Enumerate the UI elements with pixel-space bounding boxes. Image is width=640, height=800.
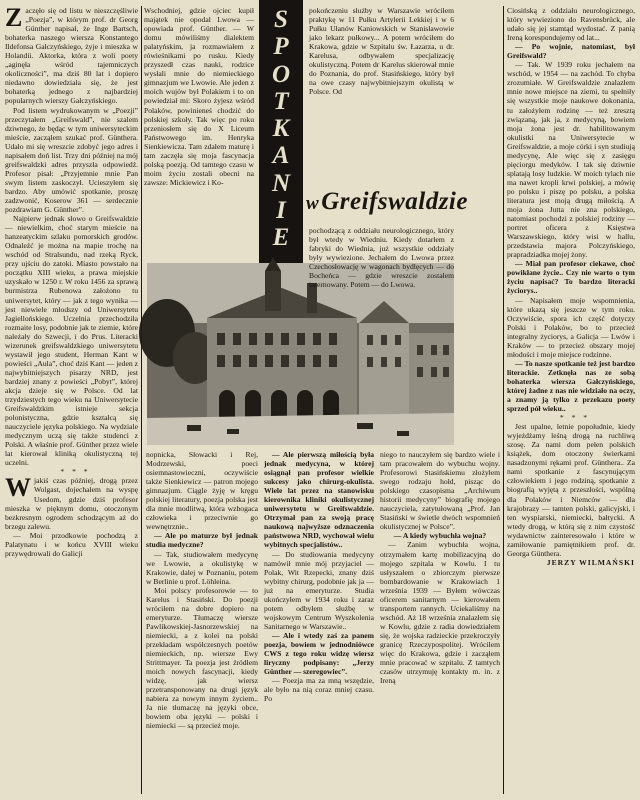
paragraph: Wschodniej, gdzie ojciec kupił majątek nie opodal Lwowa — opowiada prof. Günther. — W domu mówiliśmy dialektem palatyńskim, ja rozmawiałem z rówieśnikami po rusku. Kiedy przyszedł czas nauki, rodzice wysłali mnie do niemieckiego gimnazjum we Lwowie. Ale jeden z moich wujów był Polakiem i to on powiedział mi: Skoro żyjesz wśród Polaków, powinieneś chodzić do polskiej szkoły. Tak więc po roku przeniosłem się do X Liceum Państwowego im. Henryka Sienkiewicza. Tam zdałem maturę i tam zaczęła się moja fascynacja polską poezją. Od tamtego czasu w moim życiu zostali obecni na zawsze: Mickiewicz i Ko-: [144, 6, 254, 187]
column-3-upper: [309, 6, 454, 186]
author-byline: JERZY WILMAŃSKI: [546, 557, 635, 567]
question: — Ale pierwszą miłością była jednak medycyna, w której osiągnął pan profesor wielkie sukcesy jako chirurg-okulista. Wiele lat przez na stanowisku kierownika kliniki okulistycznej uniwersytetu w Greifswaldzie. Otrzymał pan za swoją pracę naukową najwyższe odznaczenia państwowa NRD, wychował wielu wybitnych specjalistów..: [264, 450, 374, 550]
column-1: [5, 3, 138, 796]
town-hall-photo: [147, 263, 454, 445]
intro-paragraph: aczęło się od listu w nieszczęśliwie „Poezja”, w którym prof. dr Georg Günther napisał, że Inge Bartsch, bohaterka naszego wiersza Konstantego Ildefonsa Gałczyńskiego, żyje i mieszka w Holandii. Aktorka, która z woli poety „aginęła wśród tajemniczych okoliczności”, ma dziś 80 lat i dopiero niedawno dowiedziała się, że jest bohaterką jednego z najbardziej popularnych wierszy Gałczyńskiego.: [5, 6, 138, 106]
paragraph: Pod listem wydrukowanym w „Poezji” przeczytałem „Greifswald”, nie szalem dziwnego, że będąc w tym uniwersyteckim mieście, zacząłem szukać prof. Günthera. Udało mi się wreszcie zdobyć jego adres i napisałem doń list. Trzy dni później na mój greifswaldzki adres przyszła odpowiedź. Profesor pisał: „Przyjemnie mnie Pan swym listem zaskoczył. Ucieszyłem się bardzo. Aby umówić spotkanie, proszę zadzwonić, Koserow 361 — serdecznie pozdrawiam G. Günther”.: [5, 105, 138, 215]
column-4: [507, 6, 635, 796]
banner-letter: O: [271, 60, 291, 88]
paragraph: Moi polscy profesorowie — to Karelus i Stasiński. Do poezji wróciłem na dobre dopiero na emeryturze. Tłumaczę wiersze Pawlikowskiej-Jasnorzewskiej na niemiecki, a z kolei na polski przekładam współczesnych poetów niemieckich, np. wiersze Ewy Strittmayer. Ta poezja jest źródłem moich nowych fascynacji, kiedy widzę, jak wiersz przetransponowany na drugi język nabiera za nowym innym życiem.. Ja nie tłumaczę na języki obce, bowiem oba języki — polski i niemiecki — są przecież moje.: [146, 585, 258, 731]
question: — Po wojnie, natomiast, był Greifswald?: [507, 42, 635, 61]
paragraph: — Zanim wybuchła wojna, otrzymałem kartę mobilizacyjną do mojego szpitala w Kowlu. I tu usłyszałem o zbiorczym pierwsze bombardowanie w Krakowiach 1 września 1939 — Byłem wówczas oficerem sanitarnym — kierowałem transportem rannych. Uciekaliśmy na wschód. Aż 18 września znalazłem się w Kowlu, gdzie z radia dowiedziałem się, że wojska radzieckie przekroczyły granicę Rzeczypospolitej. Wróciłem więc do Krakowa, gdzie i zacząłem mnie pracować w szpitalu. Z tamtych czasów utrzymuję kontakty m. in. z Ireną: [380, 540, 500, 686]
headline-main: Greifswaldzie: [321, 188, 468, 215]
paragraph: pochodzącą z oddziału neurologicznego, który był wtedy w Wiedniu. Kiedy dotarłem z fabryki do Wiednia, już wszystkie oddziały były wywiezione. Jechałem do Lwowa przez Czechosłowację w wagonach bydlęcych — do Bocheńca — gdzie wreszcie zostałem internowany. Potem — do Lwowa.: [309, 226, 454, 290]
drop-cap: W: [5, 473, 31, 503]
banner-letter: A: [272, 142, 290, 170]
column-rule: [503, 6, 504, 794]
column-rule: [141, 6, 142, 794]
paragraph: niego to nauczyłem się bardzo wiele i tam pracowałem do wybuchu wojny. Profesorowi Stasińskiemu złożyłem swego rodzaju hołd, pisząc do polskiego czasopisma „Archiwum historii medycyny” biografię mojego nauczyciela, zatytułowaną „Prof. Jan Stasiński w świetle dwóch wspomnień okulistycznej w Polsce”.: [380, 450, 500, 532]
banner-letters: [259, 6, 303, 252]
question: — Ale po maturze był jednak studia medyczne?: [146, 531, 258, 550]
question: — A kiedy wybuchła wojna?: [393, 531, 487, 541]
paragraph: — Do studiowania medycyny namówił mnie mój przyjaciel — Polak, Wit Rzepecki, znany dziś wybitny chirurg, podobnie jak ja — już na emeryturze. Studia ukończyłem w 1934 roku i zaraz potem odbyłem służbę w wojskowym Centrum Wyszkolenia Sanitarnego w Warszawie..: [264, 549, 374, 631]
banner-letter: E: [272, 224, 290, 252]
paragraph: jakiś czas później, drogą przez Wolgast, dojechałem na wyspę Usedom, gdzie dziś profesor mieszka w pięknym domu, otoczonym bezkresnym ogrodem schodzącym aż do brzegu zalewu.: [5, 476, 138, 531]
banner-letter: N: [271, 169, 291, 197]
paragraph: Najpierw jednak słowo o Greifswaldzie — niewielkim, choć starym mieście na hanzeatyckim szlaku pomorskich grodów. Odnaleźć je można na mapie trochę na wschód od Stralsundu, nad rzeką Ryck, przy ujściu do zatoki. Miasto powstało na początku XIII wieku, a prawa miejskie uzyskało w 1250 r. W roku 1456 za sprawą burmistrza Rubenowa założono tu uniwersytet, który — jak z tego wynika — jest niewiele młodszy od Uniwersytetu Jagiellońskiego. Uczelnia przechodziła rozmaite losy, podobnie jak te ziemie, które należały do Szwecji, i do Prus. Literacki wizerunek greifswaldzkiego uniwersytetu wystawił jego student, Herman Kant w powieści „Aula”, choć dziś Kant — jeden z najwybitniejszych pisarzy NRD, jest bardziej znany z powieści „Pobyt”, której akcja dzieje się w Polsce. Od lat trzydziestych tego wieku na Uniwersytecie Greifswaldzkim istnieje sekcja polonistyczna, gdzie kształcą się nauczyciele języka polskiego. Na wydziale medycznym uczą się także studenci z Polski. A właśnie prof. Günther przez wiele lat kierował kliniką okulistyczną tej uczelni.: [5, 214, 138, 468]
section-divider: * * *: [60, 467, 91, 477]
banner-letter: T: [273, 87, 289, 115]
column-3-lower: [264, 450, 374, 796]
title-banner: [259, 0, 303, 266]
town-hall-photo-drawing: [147, 263, 454, 445]
headline: [306, 188, 502, 220]
banner-letter: S: [274, 6, 288, 33]
question: — Ale i wtedy zaś za panem poezja, bowiem w jednodniówce CWS z tego roku widzę wiersz liryczny podpisany: „Jerzy Günther — szeregowiec”.: [264, 630, 374, 677]
column-3-note: [309, 226, 454, 290]
banner-letter: K: [272, 115, 290, 143]
column-2-lower: [146, 450, 258, 796]
paragraph: nopnicka, Słowacki i Rej, Modrzewski, poeci osiemnastowieczni, oczywiście także Sienkiewicz — patron mojego gimnazjum. Ciągle żyję w kręgu polskiej literatury, poezja polska jest dla mnie modlitwą, która wzbogaca człowieka i przeciwnie go wewnętrznie..: [146, 450, 258, 532]
paragraph: — Tak. W 1939 roku jechałem na wschód, w 1954 — na zachód. To chyba zrozumiałe. W Greifswaldzie znalazłem mnie nowe miejsce na ziemi, tu spełniły się wszystkie moje naukowe dokonania, tu założyłem rodzinę — też zresztą związaną, jak ja, z medycyną, bowiem moja żona jest dr. habilitowanym okulistki na Uniwersytecie w Greifswaldzie, a moje córki i syn studiują medycynę, Ale więc się z zasięgu pięciorgu medyków. I tak się dziwnie splatają losy ludzkie. W moich tylach nie ma nawet kropli krwi polskiej, a mówię po polsku i piszę po polsku, a polska literatura jest moją drugą miłością. A moja żona Jutta nie zna polskiego, natomiast pochodzi z polskiej rodziny — portret oficera z Księstwa Warszawskiego, który wisi w hallu, przedstawia majora Polczyńskiego, prapradziadka mojej żony.: [507, 60, 635, 260]
column-2-upper: [144, 6, 254, 260]
paragraph: — Napisałem moje wspomnienia, które ukazą się jeszcze w tym roku. Oczywiście, spora ich część dotyczy Polski i Polaków, bo to przecież integralny życiorys, a Galicja — Lwów i Kraków — to przecież obszary mojej młodości i moje miejsce rodzinne.: [507, 295, 635, 359]
drop-cap: Z: [5, 3, 23, 32]
paragraph: Ciosińską z oddziału neurologicznego, który wywieziono do Ravensbrück, ale udało się jej stamtąd wydostać. Z panią Ireną korespondujemy od lat...: [507, 6, 635, 43]
paragraph: pokończeniu służby w Warszawie wróciłem praktykę w 11 Pułku Artylerii Lekkiej i w 6 Pułku Ułanów Kaniowskich w Stanisławowie jako lekarz pułkowy... A potem wróciłem do Krakowa, gdzie w Szpitalu św. Łazarza, u dr. Karelusa, odbywałem specjalizację okulistyczną. Potem dr Karelus skierował mnie do Poznania, do prof. Stasińskiego, który był na owe czasy najwybitniejszym okulistą w Polsce. Od: [309, 6, 454, 97]
headline-prefix: w: [306, 193, 320, 214]
paragraph: — Moi przodkowie pochodzą z Palatynatu i w końcu XVIII wieku przywędrowali do Galicji: [5, 530, 138, 558]
section-divider: * * *: [559, 413, 591, 423]
banner-letter: I: [276, 197, 286, 225]
column-4-lower: [380, 450, 500, 796]
banner-letter: P: [273, 33, 289, 61]
question: — Miał pan profesor ciekawe, choć powikłane życie.. Czy nie warto o tym życiu napisać? To bardzo literacki życiorys..: [507, 259, 635, 296]
question: — To nasze spotkanie też jest bardzo literackie. Zetknęła nas ze sobą bohaterka wiersza Gałczyńskiego, której żadne z nas nie widziało na oczy, a znamy ją tylko z przekazu poety sprzed pół wieku..: [507, 358, 635, 414]
paragraph: — Tak, studiowałem medycynę we Lwowie, a okulistykę w Krakowie, dalej w Poznaniu, potem w Berlinie u prof. Löhleina.: [146, 549, 258, 586]
paragraph: Jest upalne, letnie popołudnie, kiedy wyjeżdżamy leśną drogą na ruchliwą szosę. Za nami dom pełen polskich książek, dom otoczony świerkami nasadzonymi rękami prof. Günthera.. Za nami spotkanie z fascynującym człowiekiem i jego rodziną, spotkanie z biografią wyjętą z przeszłości, wspólną dla Polaków i Niemców — dla krajobrazy — tamten polski, galicyjski, i ten wyspiarski, niemiecki, bałtycki. A wtedy drogą, w którą się z nim czystość wydawnictw zainteresowało i które w zamiłowanie pamiętnikiem prof. dr. Georga Günthera.: [507, 422, 635, 558]
paragraph: — Poezja ma za mną wszędzie, ale było na nią coraz mniej czasu. Po: [264, 676, 374, 704]
